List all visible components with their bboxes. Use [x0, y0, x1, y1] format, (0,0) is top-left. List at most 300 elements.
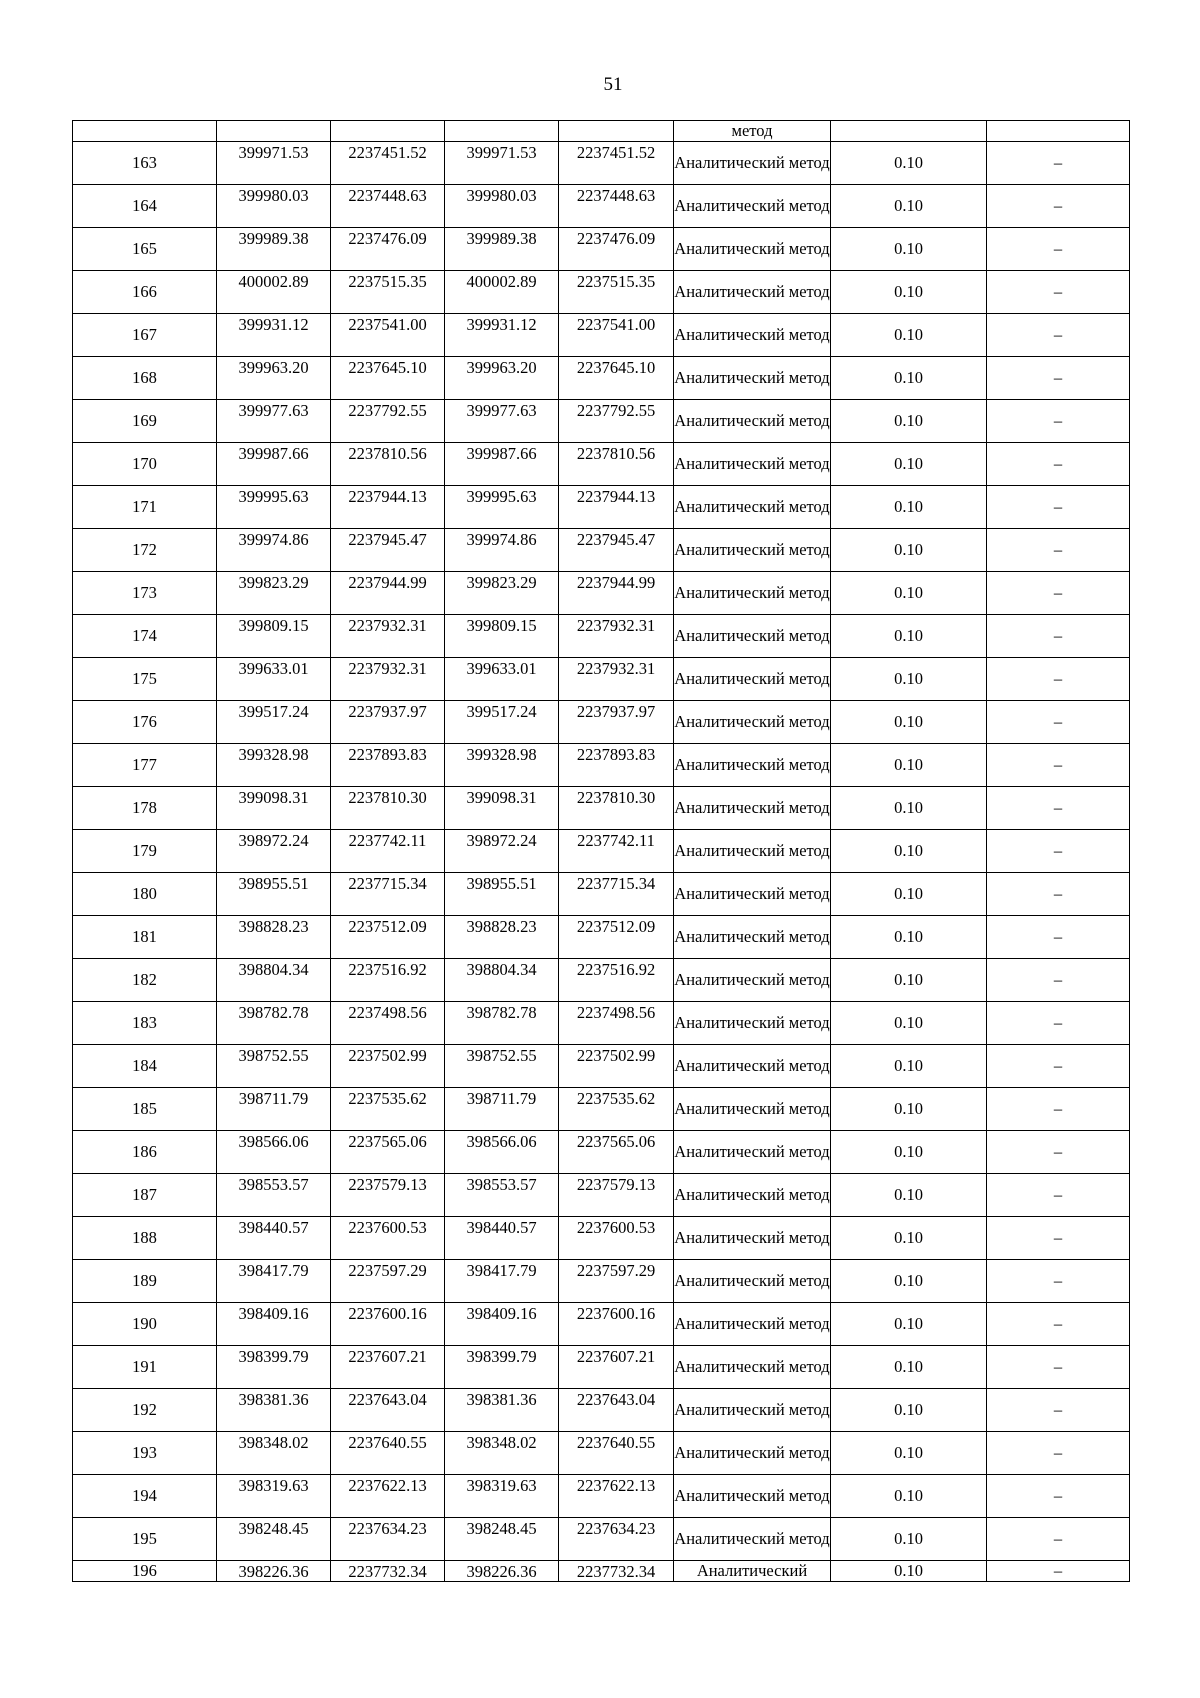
- y-coordinate-cell: 2237535.62: [331, 1088, 445, 1131]
- y-coordinate-cell: 2237640.55: [559, 1432, 674, 1475]
- y-coordinate-cell: 2237579.13: [559, 1174, 674, 1217]
- point-number-cell: 189: [73, 1260, 217, 1303]
- x-coordinate-cell: 398972.24: [217, 830, 331, 873]
- table-row: [73, 1217, 1130, 1260]
- point-number-cell: 179: [73, 830, 217, 873]
- method-cell: Аналитический метод: [674, 1260, 831, 1303]
- accuracy-cell: 0.10: [831, 314, 987, 357]
- accuracy-cell: 0.10: [831, 1561, 987, 1582]
- note-cell: –: [987, 959, 1130, 1002]
- x-coordinate-cell: 399823.29: [217, 572, 331, 615]
- y-coordinate-cell: 2237715.34: [559, 873, 674, 916]
- x-coordinate-cell: 398711.79: [445, 1088, 559, 1131]
- table-row: [73, 314, 1130, 357]
- method-cell: Аналитический метод: [674, 228, 831, 271]
- y-coordinate-cell: 2237932.31: [559, 658, 674, 701]
- table-row: [73, 916, 1130, 959]
- table-row: [73, 1131, 1130, 1174]
- x-coordinate-cell: 398409.16: [217, 1303, 331, 1346]
- y-coordinate-cell: 2237622.13: [331, 1475, 445, 1518]
- x-coordinate-cell: 399328.98: [445, 744, 559, 787]
- y-coordinate-cell: 2237634.23: [559, 1518, 674, 1561]
- y-coordinate-cell: 2237600.16: [331, 1303, 445, 1346]
- note-cell: –: [987, 830, 1130, 873]
- y-coordinate-cell: 2237451.52: [559, 142, 674, 185]
- method-cell: Аналитический метод: [674, 1475, 831, 1518]
- point-number-cell: 168: [73, 357, 217, 400]
- table-row: [73, 228, 1130, 271]
- y-coordinate-cell: 2237607.21: [331, 1346, 445, 1389]
- table-row: [73, 1389, 1130, 1432]
- y-coordinate-cell: 2237742.11: [331, 830, 445, 873]
- y-coordinate-cell: 2237512.09: [559, 916, 674, 959]
- accuracy-cell: 0.10: [831, 1260, 987, 1303]
- accuracy-cell: 0.10: [831, 486, 987, 529]
- note-cell: –: [987, 314, 1130, 357]
- point-number-cell: 186: [73, 1131, 217, 1174]
- y-coordinate-cell: 2237932.31: [559, 615, 674, 658]
- x-coordinate-cell: 400002.89: [445, 271, 559, 314]
- y-coordinate-cell: 2237810.30: [331, 787, 445, 830]
- x-coordinate-cell: 399980.03: [217, 185, 331, 228]
- empty-cell: [217, 121, 331, 142]
- x-coordinate-cell: 399987.66: [445, 443, 559, 486]
- x-coordinate-cell: 398381.36: [217, 1389, 331, 1432]
- point-number-cell: 166: [73, 271, 217, 314]
- note-cell: –: [987, 400, 1130, 443]
- y-coordinate-cell: 2237597.29: [331, 1260, 445, 1303]
- x-coordinate-cell: 399971.53: [445, 142, 559, 185]
- x-coordinate-cell: 398752.55: [217, 1045, 331, 1088]
- x-coordinate-cell: 399328.98: [217, 744, 331, 787]
- table-body: [73, 121, 1130, 1582]
- point-number-cell: 183: [73, 1002, 217, 1045]
- note-cell: –: [987, 1045, 1130, 1088]
- y-coordinate-cell: 2237810.56: [331, 443, 445, 486]
- y-coordinate-cell: 2237937.97: [331, 701, 445, 744]
- y-coordinate-cell: 2237640.55: [331, 1432, 445, 1475]
- y-coordinate-cell: 2237742.11: [559, 830, 674, 873]
- note-cell: –: [987, 228, 1130, 271]
- y-coordinate-cell: 2237732.34: [559, 1561, 674, 1582]
- x-coordinate-cell: 398804.34: [217, 959, 331, 1002]
- method-cell: Аналитический метод: [674, 1088, 831, 1131]
- table-row: [73, 701, 1130, 744]
- y-coordinate-cell: 2237945.47: [331, 529, 445, 572]
- accuracy-cell: 0.10: [831, 357, 987, 400]
- y-coordinate-cell: 2237516.92: [559, 959, 674, 1002]
- table-row: [73, 1260, 1130, 1303]
- x-coordinate-cell: 399989.38: [217, 228, 331, 271]
- x-coordinate-cell: 398226.36: [445, 1561, 559, 1582]
- method-cell: Аналитический метод: [674, 1432, 831, 1475]
- x-coordinate-cell: 398828.23: [445, 916, 559, 959]
- accuracy-cell: 0.10: [831, 916, 987, 959]
- empty-cell: [559, 121, 674, 142]
- note-cell: –: [987, 787, 1130, 830]
- accuracy-cell: 0.10: [831, 1303, 987, 1346]
- method-cell: Аналитический метод: [674, 271, 831, 314]
- note-cell: –: [987, 916, 1130, 959]
- x-coordinate-cell: 398782.78: [217, 1002, 331, 1045]
- method-cell: Аналитический метод: [674, 916, 831, 959]
- x-coordinate-cell: 399823.29: [445, 572, 559, 615]
- x-coordinate-cell: 398399.79: [217, 1346, 331, 1389]
- y-coordinate-cell: 2237792.55: [331, 400, 445, 443]
- y-coordinate-cell: 2237945.47: [559, 529, 674, 572]
- method-cell: Аналитический метод: [674, 1217, 831, 1260]
- x-coordinate-cell: 399809.15: [217, 615, 331, 658]
- x-coordinate-cell: 399989.38: [445, 228, 559, 271]
- x-coordinate-cell: 398248.45: [217, 1518, 331, 1561]
- method-cell: Аналитический метод: [674, 572, 831, 615]
- note-cell: –: [987, 1561, 1130, 1582]
- method-cell: Аналитический метод: [674, 357, 831, 400]
- x-coordinate-cell: 398804.34: [445, 959, 559, 1002]
- x-coordinate-cell: 398248.45: [445, 1518, 559, 1561]
- x-coordinate-cell: 398440.57: [217, 1217, 331, 1260]
- y-coordinate-cell: 2237600.53: [559, 1217, 674, 1260]
- table-row: [73, 1002, 1130, 1045]
- point-number-cell: 178: [73, 787, 217, 830]
- point-number-cell: 169: [73, 400, 217, 443]
- y-coordinate-cell: 2237515.35: [559, 271, 674, 314]
- accuracy-cell: 0.10: [831, 572, 987, 615]
- accuracy-cell: 0.10: [831, 1088, 987, 1131]
- note-cell: –: [987, 1088, 1130, 1131]
- table-row: [73, 830, 1130, 873]
- method-cell: Аналитический метод: [674, 701, 831, 744]
- y-coordinate-cell: 2237600.53: [331, 1217, 445, 1260]
- accuracy-cell: 0.10: [831, 1002, 987, 1045]
- coordinates-table: [72, 120, 1130, 1582]
- note-cell: –: [987, 572, 1130, 615]
- note-cell: –: [987, 271, 1130, 314]
- table-row: [73, 1561, 1130, 1582]
- point-number-cell: 171: [73, 486, 217, 529]
- x-coordinate-cell: 399931.12: [445, 314, 559, 357]
- accuracy-cell: 0.10: [831, 271, 987, 314]
- method-cell: Аналитический метод: [674, 744, 831, 787]
- table-row: [73, 1346, 1130, 1389]
- x-coordinate-cell: 398417.79: [217, 1260, 331, 1303]
- method-cell: Аналитический метод: [674, 1346, 831, 1389]
- y-coordinate-cell: 2237451.52: [331, 142, 445, 185]
- x-coordinate-cell: 398553.57: [445, 1174, 559, 1217]
- table-row: [73, 658, 1130, 701]
- point-number-cell: 181: [73, 916, 217, 959]
- y-coordinate-cell: 2237732.34: [331, 1561, 445, 1582]
- y-coordinate-cell: 2237937.97: [559, 701, 674, 744]
- method-cell: Аналитический метод: [674, 1303, 831, 1346]
- y-coordinate-cell: 2237498.56: [331, 1002, 445, 1045]
- accuracy-cell: 0.10: [831, 1518, 987, 1561]
- point-number-cell: 176: [73, 701, 217, 744]
- y-coordinate-cell: 2237607.21: [559, 1346, 674, 1389]
- note-cell: –: [987, 1260, 1130, 1303]
- accuracy-cell: 0.10: [831, 1389, 987, 1432]
- carryover-row: [73, 121, 1130, 142]
- x-coordinate-cell: 398752.55: [445, 1045, 559, 1088]
- x-coordinate-cell: 399633.01: [217, 658, 331, 701]
- note-cell: –: [987, 529, 1130, 572]
- accuracy-cell: 0.10: [831, 1346, 987, 1389]
- empty-cell: [831, 121, 987, 142]
- x-coordinate-cell: 398711.79: [217, 1088, 331, 1131]
- x-coordinate-cell: 398553.57: [217, 1174, 331, 1217]
- y-coordinate-cell: 2237502.99: [331, 1045, 445, 1088]
- y-coordinate-cell: 2237932.31: [331, 615, 445, 658]
- method-cell: Аналитический метод: [674, 443, 831, 486]
- x-coordinate-cell: 398955.51: [445, 873, 559, 916]
- y-coordinate-cell: 2237634.23: [331, 1518, 445, 1561]
- accuracy-cell: 0.10: [831, 701, 987, 744]
- y-coordinate-cell: 2237944.99: [331, 572, 445, 615]
- table-row: [73, 271, 1130, 314]
- accuracy-cell: 0.10: [831, 443, 987, 486]
- note-cell: –: [987, 185, 1130, 228]
- point-number-cell: 184: [73, 1045, 217, 1088]
- note-cell: –: [987, 1131, 1130, 1174]
- accuracy-cell: 0.10: [831, 1432, 987, 1475]
- x-coordinate-cell: 399974.86: [445, 529, 559, 572]
- y-coordinate-cell: 2237810.56: [559, 443, 674, 486]
- table-row: [73, 1475, 1130, 1518]
- note-cell: –: [987, 1432, 1130, 1475]
- method-cell: Аналитический метод: [674, 615, 831, 658]
- note-cell: –: [987, 1389, 1130, 1432]
- accuracy-cell: 0.10: [831, 142, 987, 185]
- table-row: [73, 486, 1130, 529]
- y-coordinate-cell: 2237541.00: [559, 314, 674, 357]
- y-coordinate-cell: 2237565.06: [331, 1131, 445, 1174]
- table-row: [73, 1432, 1130, 1475]
- method-cell: Аналитический метод: [674, 142, 831, 185]
- point-number-cell: 195: [73, 1518, 217, 1561]
- y-coordinate-cell: 2237515.35: [331, 271, 445, 314]
- x-coordinate-cell: 399974.86: [217, 529, 331, 572]
- y-coordinate-cell: 2237448.63: [559, 185, 674, 228]
- method-cell: Аналитический метод: [674, 873, 831, 916]
- y-coordinate-cell: 2237512.09: [331, 916, 445, 959]
- point-number-cell: 191: [73, 1346, 217, 1389]
- accuracy-cell: 0.10: [831, 959, 987, 1002]
- method-cell: Аналитический метод: [674, 314, 831, 357]
- x-coordinate-cell: 398566.06: [445, 1131, 559, 1174]
- y-coordinate-cell: 2237645.10: [559, 357, 674, 400]
- y-coordinate-cell: 2237476.09: [331, 228, 445, 271]
- x-coordinate-cell: 398972.24: [445, 830, 559, 873]
- accuracy-cell: 0.10: [831, 228, 987, 271]
- x-coordinate-cell: 399931.12: [217, 314, 331, 357]
- accuracy-cell: 0.10: [831, 1045, 987, 1088]
- x-coordinate-cell: 398828.23: [217, 916, 331, 959]
- accuracy-cell: 0.10: [831, 787, 987, 830]
- table-row: [73, 1174, 1130, 1217]
- method-cell: Аналитический метод: [674, 959, 831, 1002]
- note-cell: –: [987, 1002, 1130, 1045]
- point-number-cell: 164: [73, 185, 217, 228]
- empty-cell: [987, 121, 1130, 142]
- accuracy-cell: 0.10: [831, 400, 987, 443]
- point-number-cell: 187: [73, 1174, 217, 1217]
- accuracy-cell: 0.10: [831, 658, 987, 701]
- x-coordinate-cell: 398399.79: [445, 1346, 559, 1389]
- method-cell: Аналитический метод: [674, 1002, 831, 1045]
- accuracy-cell: 0.10: [831, 529, 987, 572]
- x-coordinate-cell: 398348.02: [445, 1432, 559, 1475]
- x-coordinate-cell: 398348.02: [217, 1432, 331, 1475]
- x-coordinate-cell: 399098.31: [217, 787, 331, 830]
- y-coordinate-cell: 2237643.04: [559, 1389, 674, 1432]
- accuracy-cell: 0.10: [831, 744, 987, 787]
- table-row: [73, 529, 1130, 572]
- point-number-cell: 175: [73, 658, 217, 701]
- y-coordinate-cell: 2237792.55: [559, 400, 674, 443]
- y-coordinate-cell: 2237565.06: [559, 1131, 674, 1174]
- x-coordinate-cell: 399995.63: [217, 486, 331, 529]
- table-row: [73, 1518, 1130, 1561]
- note-cell: –: [987, 1217, 1130, 1260]
- x-coordinate-cell: 399987.66: [217, 443, 331, 486]
- method-cell: Аналитический метод: [674, 1045, 831, 1088]
- point-number-cell: 174: [73, 615, 217, 658]
- x-coordinate-cell: 399995.63: [445, 486, 559, 529]
- note-cell: –: [987, 658, 1130, 701]
- y-coordinate-cell: 2237579.13: [331, 1174, 445, 1217]
- point-number-cell: 165: [73, 228, 217, 271]
- y-coordinate-cell: 2237645.10: [331, 357, 445, 400]
- accuracy-cell: 0.10: [831, 873, 987, 916]
- note-cell: –: [987, 701, 1130, 744]
- note-cell: –: [987, 615, 1130, 658]
- y-coordinate-cell: 2237600.16: [559, 1303, 674, 1346]
- table-row: [73, 357, 1130, 400]
- note-cell: –: [987, 1518, 1130, 1561]
- x-coordinate-cell: 398319.63: [217, 1475, 331, 1518]
- point-number-cell: 180: [73, 873, 217, 916]
- point-number-cell: 188: [73, 1217, 217, 1260]
- note-cell: –: [987, 486, 1130, 529]
- table-row: [73, 572, 1130, 615]
- method-cell: Аналитический метод: [674, 787, 831, 830]
- accuracy-cell: 0.10: [831, 185, 987, 228]
- method-cell: Аналитический метод: [674, 1174, 831, 1217]
- accuracy-cell: 0.10: [831, 615, 987, 658]
- y-coordinate-cell: 2237893.83: [559, 744, 674, 787]
- table-row: [73, 185, 1130, 228]
- x-coordinate-cell: 399517.24: [217, 701, 331, 744]
- x-coordinate-cell: 399980.03: [445, 185, 559, 228]
- x-coordinate-cell: 399517.24: [445, 701, 559, 744]
- y-coordinate-cell: 2237597.29: [559, 1260, 674, 1303]
- table-row: [73, 873, 1130, 916]
- y-coordinate-cell: 2237502.99: [559, 1045, 674, 1088]
- point-number-cell: 163: [73, 142, 217, 185]
- page-number: 51: [603, 74, 623, 95]
- accuracy-cell: 0.10: [831, 1217, 987, 1260]
- note-cell: –: [987, 142, 1130, 185]
- point-number-cell: 170: [73, 443, 217, 486]
- table-row: [73, 1088, 1130, 1131]
- x-coordinate-cell: 400002.89: [217, 271, 331, 314]
- method-cell: Аналитический метод: [674, 400, 831, 443]
- note-cell: –: [987, 1174, 1130, 1217]
- point-number-cell: 193: [73, 1432, 217, 1475]
- method-cell: Аналитический: [674, 1561, 831, 1582]
- note-cell: –: [987, 1346, 1130, 1389]
- table-row: [73, 615, 1130, 658]
- x-coordinate-cell: 399633.01: [445, 658, 559, 701]
- method-cell: Аналитический метод: [674, 185, 831, 228]
- x-coordinate-cell: 399971.53: [217, 142, 331, 185]
- point-number-cell: 177: [73, 744, 217, 787]
- empty-cell: [331, 121, 445, 142]
- y-coordinate-cell: 2237516.92: [331, 959, 445, 1002]
- method-cell: Аналитический метод: [674, 1131, 831, 1174]
- method-cell: Аналитический метод: [674, 1389, 831, 1432]
- point-number-cell: 185: [73, 1088, 217, 1131]
- carryover-method-cell: метод: [674, 121, 831, 142]
- note-cell: –: [987, 443, 1130, 486]
- note-cell: –: [987, 1303, 1130, 1346]
- x-coordinate-cell: 398782.78: [445, 1002, 559, 1045]
- x-coordinate-cell: 398440.57: [445, 1217, 559, 1260]
- x-coordinate-cell: 399977.63: [445, 400, 559, 443]
- point-number-cell: 194: [73, 1475, 217, 1518]
- y-coordinate-cell: 2237643.04: [331, 1389, 445, 1432]
- note-cell: –: [987, 1475, 1130, 1518]
- point-number-cell: 172: [73, 529, 217, 572]
- note-cell: –: [987, 873, 1130, 916]
- y-coordinate-cell: 2237944.99: [559, 572, 674, 615]
- table-row: [73, 744, 1130, 787]
- method-cell: Аналитический метод: [674, 486, 831, 529]
- note-cell: –: [987, 357, 1130, 400]
- accuracy-cell: 0.10: [831, 1174, 987, 1217]
- x-coordinate-cell: 399963.20: [445, 357, 559, 400]
- table-row: [73, 443, 1130, 486]
- method-cell: Аналитический метод: [674, 529, 831, 572]
- method-cell: Аналитический метод: [674, 1518, 831, 1561]
- table-row: [73, 1045, 1130, 1088]
- y-coordinate-cell: 2237622.13: [559, 1475, 674, 1518]
- table-row: [73, 142, 1130, 185]
- y-coordinate-cell: 2237715.34: [331, 873, 445, 916]
- x-coordinate-cell: 398381.36: [445, 1389, 559, 1432]
- note-cell: –: [987, 744, 1130, 787]
- accuracy-cell: 0.10: [831, 1131, 987, 1174]
- accuracy-cell: 0.10: [831, 1475, 987, 1518]
- x-coordinate-cell: 398319.63: [445, 1475, 559, 1518]
- table-row: [73, 787, 1130, 830]
- point-number-cell: 190: [73, 1303, 217, 1346]
- x-coordinate-cell: 398566.06: [217, 1131, 331, 1174]
- y-coordinate-cell: 2237476.09: [559, 228, 674, 271]
- x-coordinate-cell: 399977.63: [217, 400, 331, 443]
- point-number-cell: 182: [73, 959, 217, 1002]
- x-coordinate-cell: 398417.79: [445, 1260, 559, 1303]
- x-coordinate-cell: 399098.31: [445, 787, 559, 830]
- accuracy-cell: 0.10: [831, 830, 987, 873]
- point-number-cell: 167: [73, 314, 217, 357]
- x-coordinate-cell: 398409.16: [445, 1303, 559, 1346]
- y-coordinate-cell: 2237893.83: [331, 744, 445, 787]
- point-number-cell: 196: [73, 1561, 217, 1582]
- method-cell: Аналитический метод: [674, 658, 831, 701]
- y-coordinate-cell: 2237541.00: [331, 314, 445, 357]
- x-coordinate-cell: 399809.15: [445, 615, 559, 658]
